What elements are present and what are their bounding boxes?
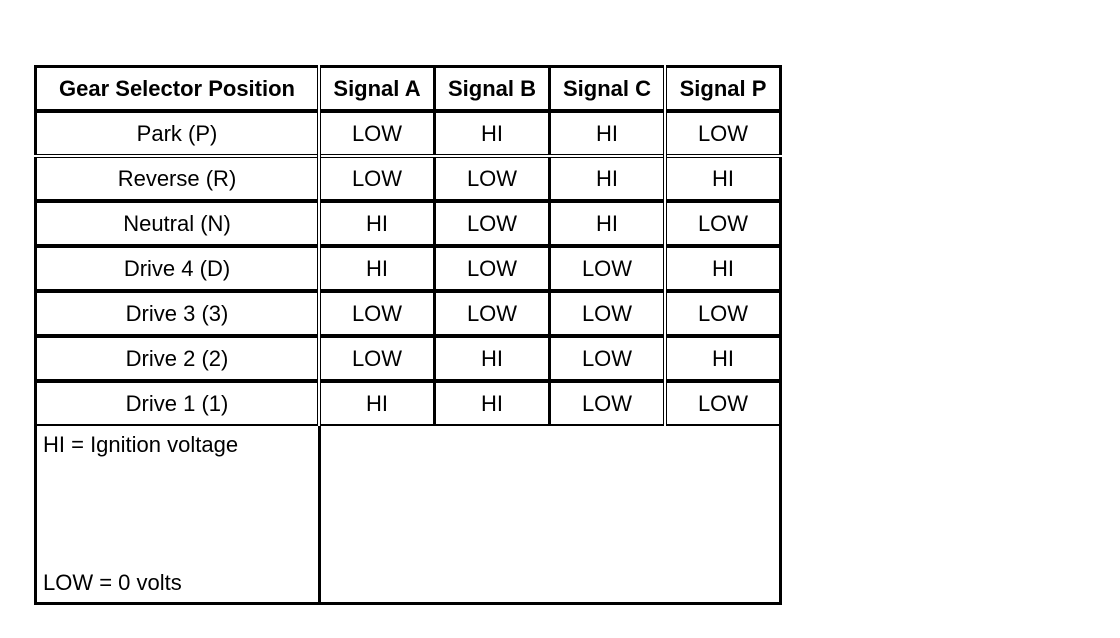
signal-b-cell: LOW — [435, 246, 550, 291]
signal-p-cell: LOW — [665, 381, 781, 425]
signal-b-cell: LOW — [435, 156, 550, 201]
signal-c-cell: LOW — [550, 381, 666, 425]
table-row — [36, 336, 781, 381]
row-gear-position: Neutral (N) — [36, 201, 320, 246]
signal-a-cell: HI — [319, 201, 435, 246]
signal-a-cell: HI — [319, 381, 435, 425]
row-gear-position: Drive 2 (2) — [36, 336, 320, 381]
row-gear-position: Reverse (R) — [36, 156, 320, 201]
row-gear-position: Drive 3 (3) — [36, 291, 320, 336]
legend-row — [36, 425, 781, 604]
signal-b-cell: HI — [435, 111, 550, 156]
empty-area — [319, 425, 781, 604]
signal-b-cell: LOW — [435, 291, 550, 336]
table-row — [36, 111, 781, 156]
signal-b-cell: HI — [435, 336, 550, 381]
signal-p-cell: HI — [665, 336, 781, 381]
signal-b-cell: HI — [435, 381, 550, 425]
table-row — [36, 201, 781, 246]
signal-p-cell: LOW — [665, 201, 781, 246]
gear-signal-table — [34, 65, 782, 605]
header-signal-b: Signal B — [435, 67, 550, 112]
signal-a-cell: HI — [319, 246, 435, 291]
legend-cell — [36, 425, 320, 604]
header-signal-a: Signal A — [319, 67, 435, 112]
signal-c-cell: HI — [550, 156, 666, 201]
signal-b-cell: LOW — [435, 201, 550, 246]
signal-a-cell: LOW — [319, 336, 435, 381]
table-row — [36, 246, 781, 291]
table-row — [36, 156, 781, 201]
signal-p-cell: LOW — [665, 291, 781, 336]
signal-c-cell: LOW — [550, 246, 666, 291]
header-signal-p: Signal P — [665, 67, 781, 112]
table-row — [36, 291, 781, 336]
row-gear-position: Drive 1 (1) — [36, 381, 320, 425]
signal-a-cell: LOW — [319, 291, 435, 336]
signal-c-cell: LOW — [550, 336, 666, 381]
signal-c-cell: HI — [550, 201, 666, 246]
legend-hi: HI = Ignition voltage — [43, 432, 239, 457]
row-gear-position: Park (P) — [36, 111, 320, 156]
row-gear-position: Drive 4 (D) — [36, 246, 320, 291]
signal-a-cell: LOW — [319, 156, 435, 201]
signal-p-cell: LOW — [665, 111, 781, 156]
signal-c-cell: HI — [550, 111, 666, 156]
signal-c-cell: LOW — [550, 291, 666, 336]
header-signal-c: Signal C — [550, 67, 666, 112]
signal-p-cell: HI — [665, 156, 781, 201]
legend-low: LOW = 0 volts — [43, 570, 182, 595]
header-row — [36, 67, 781, 112]
table-row — [36, 381, 781, 425]
signal-a-cell: LOW — [319, 111, 435, 156]
signal-p-cell: HI — [665, 246, 781, 291]
header-gear-selector-position: Gear Selector Position — [36, 67, 320, 112]
